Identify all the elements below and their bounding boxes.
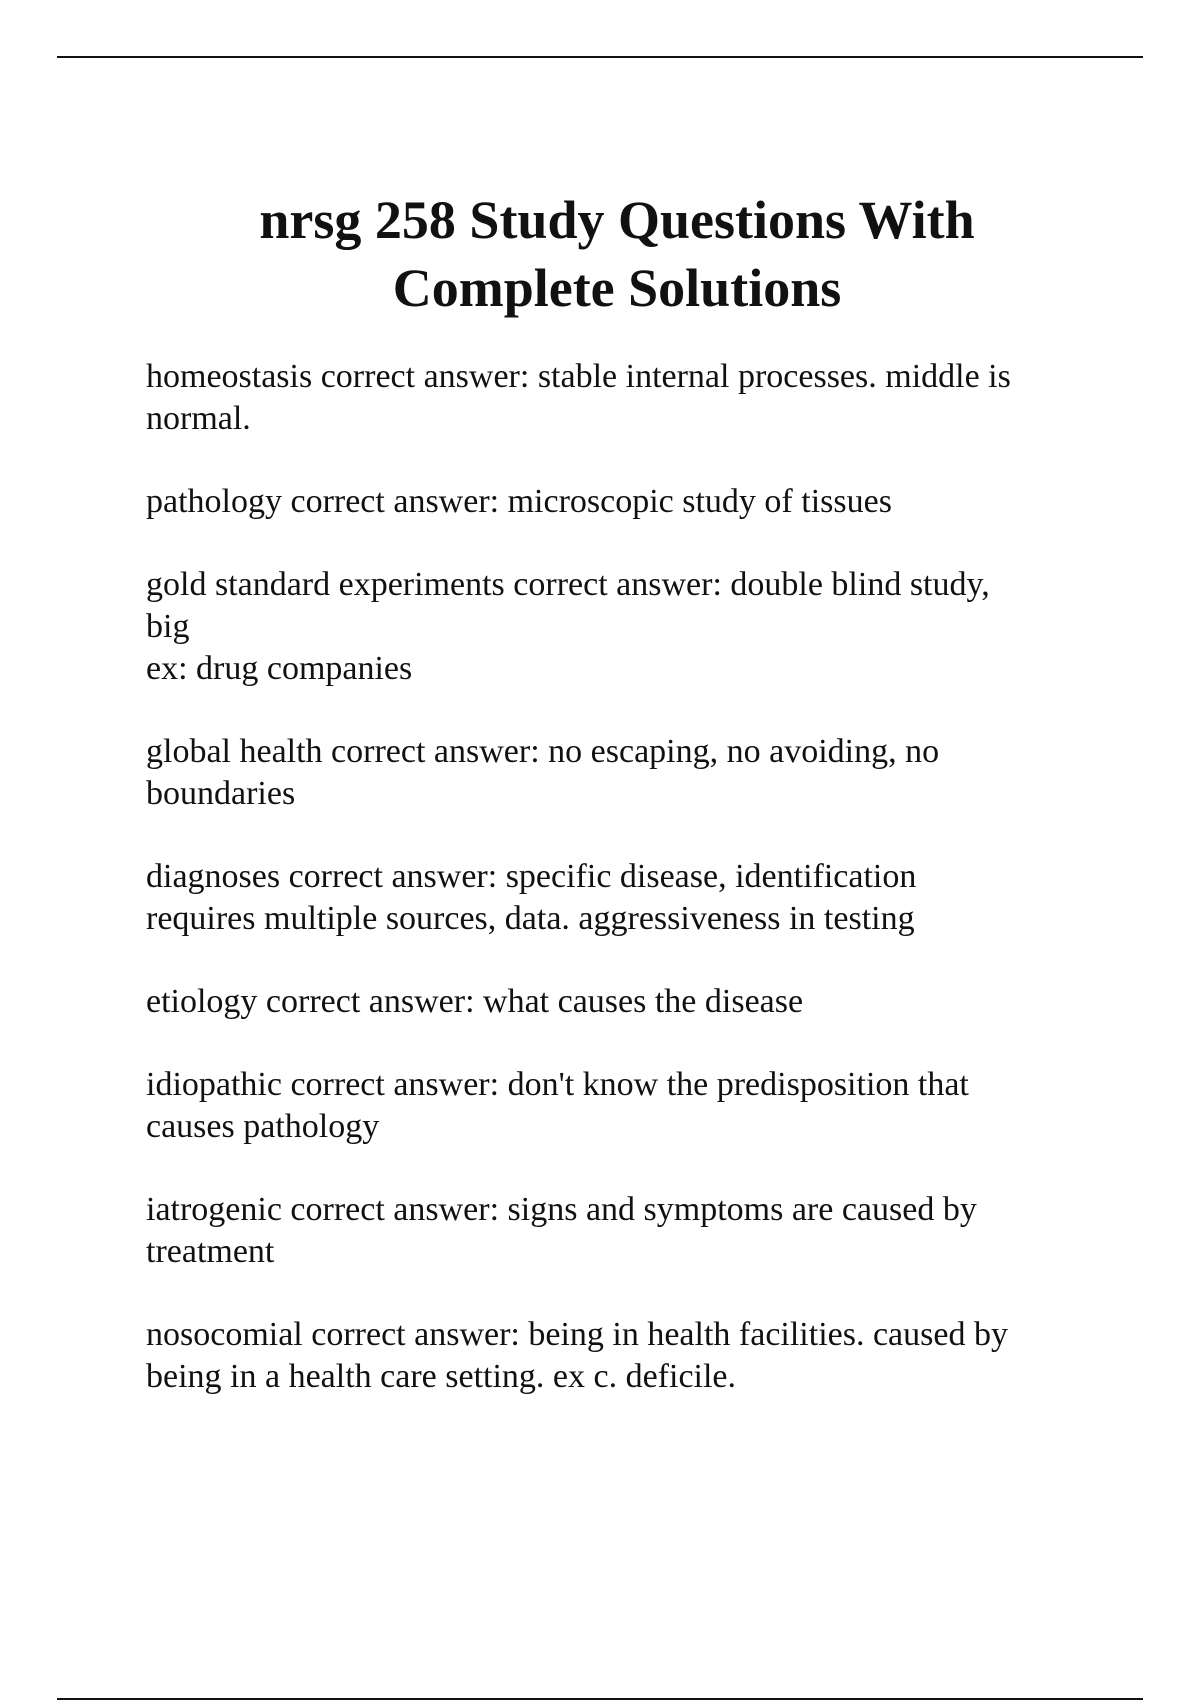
qa-line: big (146, 608, 190, 645)
qa-line: requires multiple sources, data. aggressiveness in testing (146, 900, 915, 937)
title-line-2: Complete Solutions (392, 258, 842, 318)
qa-item-diagnoses (146, 856, 1086, 940)
qa-line: nosocomial correct answer: being in health facilities. caused by (146, 1316, 1008, 1353)
qa-line: gold standard experiments correct answer: double blind study, (146, 566, 990, 603)
qa-line: idiopathic correct answer: don't know the predisposition that (146, 1066, 969, 1103)
qa-line: pathology correct answer: microscopic study of tissues (146, 483, 892, 520)
qa-line: diagnoses correct answer: specific disease, identification (146, 858, 917, 895)
top-divider (57, 56, 1143, 58)
qa-list (146, 356, 1086, 1439)
qa-line: being in a health care setting. ex c. deficile. (146, 1358, 737, 1395)
qa-line: normal. (146, 400, 251, 437)
qa-line: treatment (146, 1233, 275, 1270)
qa-line: homeostasis correct answer: stable internal processes. middle is (146, 358, 1011, 395)
qa-line: ex: drug companies (146, 650, 413, 687)
page-title (120, 186, 1114, 322)
qa-item-pathology (146, 481, 1086, 523)
qa-line: global health correct answer: no escaping, no avoiding, no (146, 733, 940, 770)
qa-item-idiopathic (146, 1064, 1086, 1148)
qa-line: iatrogenic correct answer: signs and symptoms are caused by (146, 1191, 977, 1228)
qa-line: boundaries (146, 775, 296, 812)
qa-item-homeostasis (146, 356, 1086, 440)
title-line-1: nrsg 258 Study Questions With (259, 190, 975, 250)
qa-line: causes pathology (146, 1108, 380, 1145)
qa-item-iatrogenic (146, 1189, 1086, 1273)
qa-item-global-health (146, 731, 1086, 815)
qa-item-nosocomial (146, 1314, 1086, 1398)
qa-item-gold-standard-experiments (146, 564, 1086, 690)
qa-line: etiology correct answer: what causes the disease (146, 983, 804, 1020)
qa-item-etiology (146, 981, 1086, 1023)
